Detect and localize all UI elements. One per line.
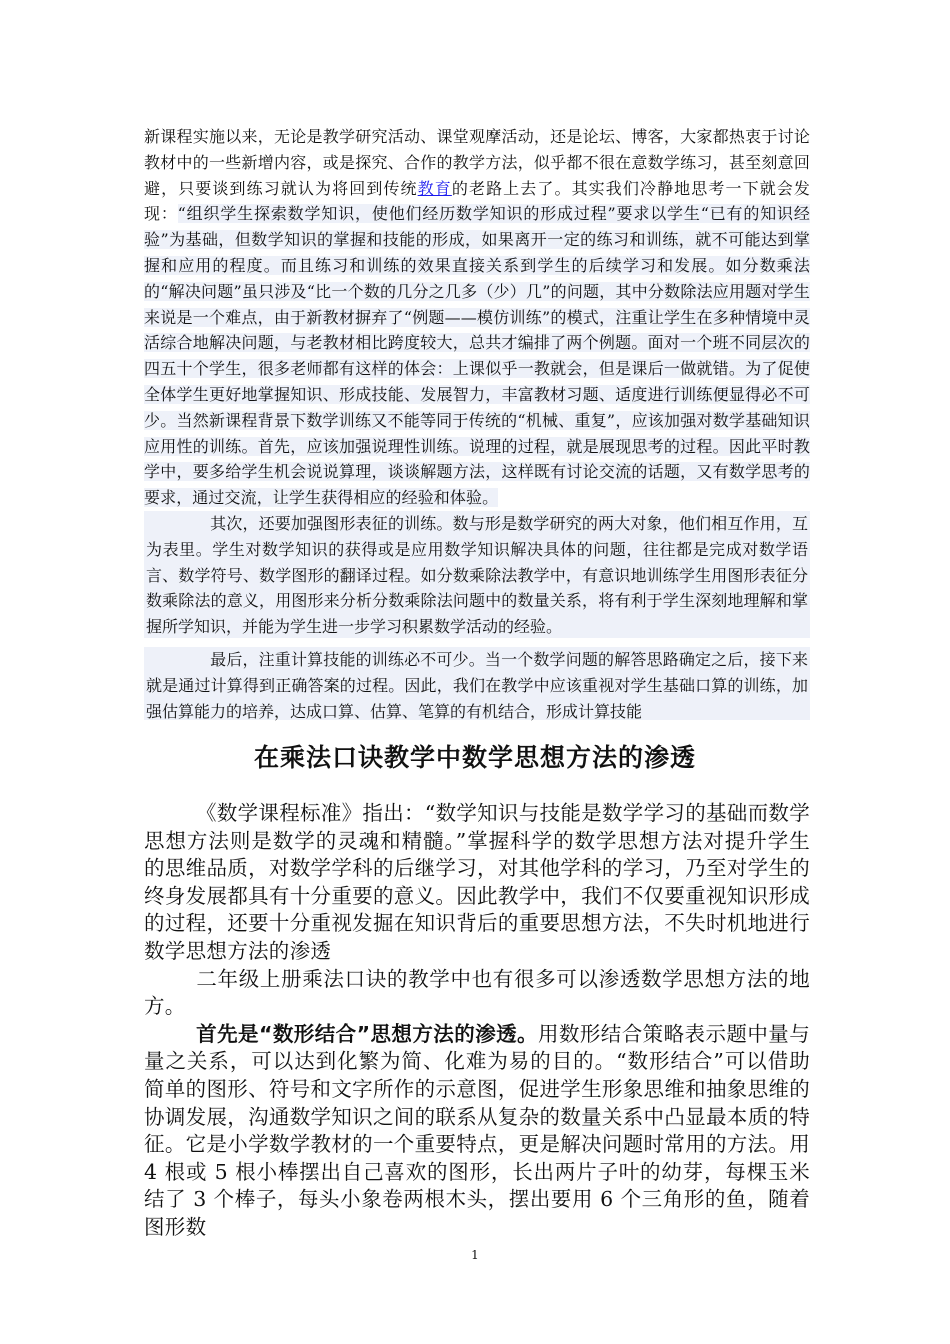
text-line: 新课程实施以来，无论是教学研究活动、课堂观摩活动，还是论坛、博客，大家都热衷于讨论: [144, 127, 810, 146]
article-title: 在乘法口诀教学中数学思想方法的渗透: [253, 743, 696, 772]
page-number: 1: [471, 1248, 479, 1262]
section-heading: 首先是“数形结合”思想方法的渗透。: [196, 1021, 538, 1046]
text-line: 教材中的一些新增内容，或是探究、合作的教学方法，似乎都不很在意数学练习，甚至刻意回: [144, 152, 810, 172]
figure-training-paragraph: [144, 511, 810, 638]
paragraph-text: 其次，还要加强图形表征的训练。数与形是数学研究的两大对象，他们相互作用，互为表里。学生对数学知识的获得或是应用数学知识解决具体的问题，往往都是完成对数学语言、数学符号、数学图形的翻译过程。如分数乘除法教学中，有意识地训练学生用图形表征分数乘除法的意义，用图形来分析分数乘除法问题中的数量关系，将有利于学生深刻地理解和掌握所学知识，并能为学生进一步学习积累数学活动的经验。: [146, 514, 808, 637]
calculation-skill-paragraph: [144, 647, 810, 720]
education-link[interactable]: 教育: [417, 178, 452, 198]
text-line: 的老路上去了。其实我们冷静地思考一下就会发现：: [144, 178, 811, 224]
body-paragraph: 二年级上册乘法口诀的教学中也有很多可以渗透数学思想方法的地方。: [144, 966, 810, 1019]
body-paragraph: 《数学课程标准》指出：“数学知识与技能是数学学习的基础而数学思想方法则是数学的灵魂和精髓。”掌握科学的数学思想方法对提升学生的思维品质，对数学学科的后继学习，对其他学科的学习，乃至对学生的终身发展都具有十分重要的意义。因此教学中，我们不仅要重视知识形成的过程，还要十分重视发掘在知识背后的重要思想方法，不失时机地进行数学思想方法的渗透: [144, 801, 810, 963]
text-line: 避，只要谈到练习就认为将回到传统: [144, 178, 418, 198]
paragraph-text: 最后，注重计算技能的训练必不可少。当一个数学问题的解答思路确定之后，接下来就是通过计算得到正确答案的过程。因此，我们在教学中应该重视对学生基础口算的训练，加强估算能力的培养，达成口算、估算、笔算的有机结合，形成计算技能: [146, 650, 808, 721]
intro-paragraph: [144, 124, 810, 511]
article-body: [144, 800, 810, 1242]
body-paragraph: 首先是“数形结合”思想方法的渗透。用数形结合策略表示题中量与量之关系，可以达到化繁为简、化难为易的目的。“数形结合”可以借助简单的图形、符号和文字所作的示意图，促进学生形象思维和抽象思维的协调发展，沟通数学知识之间的联系从复杂的数量关系中凸显最本质的特征。它是小学数学教材的一个重要特点，更是解决问题时常用的方法。用 4 根或 5 根小棒摆出自己喜欢的图形，长出两片子叶的幼芽，每棵玉米结了 3 个棒子，每头小象卷两根木头，摆出要用 6 个三角形的鱼，随着图形数: [144, 1021, 811, 1239]
highlighted-text: “组织学生探索数学知识，使他们经历数学知识的形成过程”要求以学生“已有的知识经验”为基础，但数学知识的掌握和技能的形成，如果离开一定的练习和训练，就不可能达到掌握和应用的程度。而且练习和训练的效果直接关系到学生的后续学习和发展。如分数乘法的“解决问题”虽只涉及“比一个数的几分之几多（少）几”的问题，其中分数除法应用题对学生来说是一个难点，由于新教材摒弃了“例题——模仿训练”的模式，注重让学生在多种情境中灵活综合地解决问题，与老教材相比跨度较大，总共才编排了两个例题。面对一个班不同层次的四五十个学生，很多老师都有这样的体会：上课似乎一教就会，但是课后一做就错。为了促使全体学生更好地掌握知识、形成技能、发展智力，丰富教材习题、适度进行训练便显得必不可少。当然新课程背景下数学训练又不能等同于传统的“机械、重复”，应该加强对数学基础知识应用性的训练。首先，应该加强说理性训练。说理的过程，就是展现思考的过程。因此平时教学中，要多给学生机会说说算理，谈谈解题方法，这样既有讨论交流的话题，又有数学思考的要求，通过交流，让学生获得相应的经验和体验。: [144, 204, 810, 508]
